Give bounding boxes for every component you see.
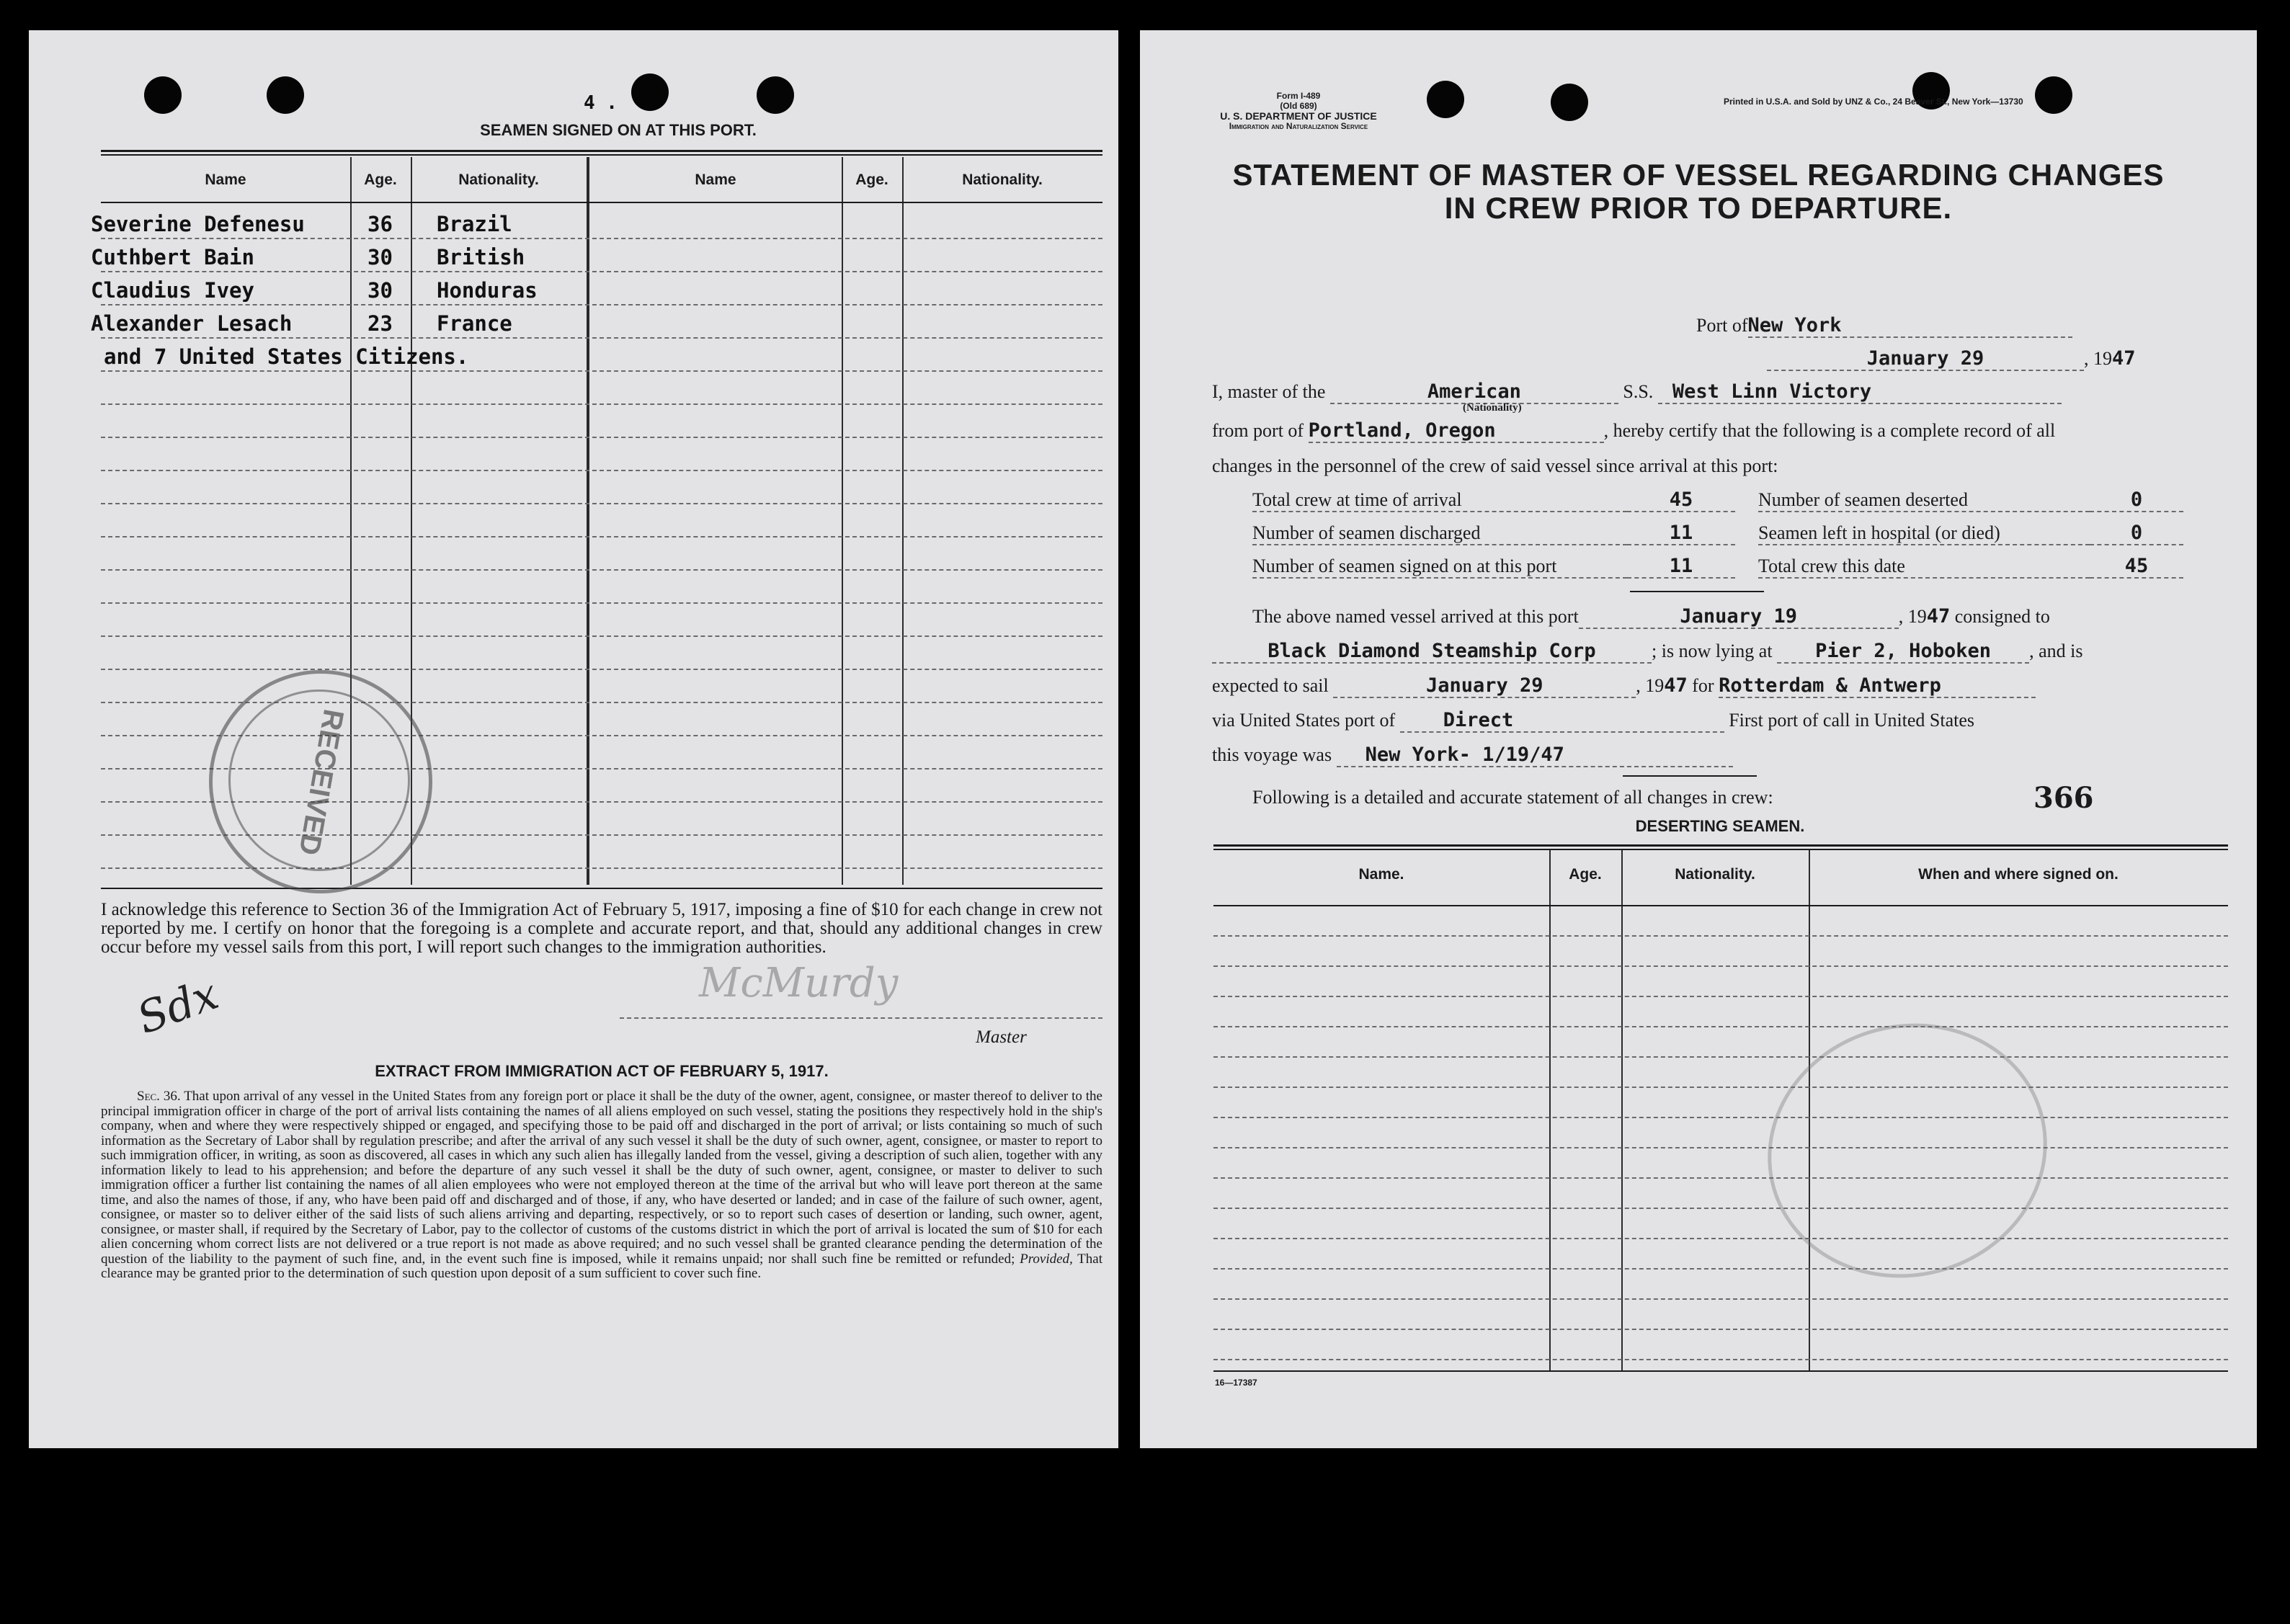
stat-value: 45	[1627, 488, 1735, 512]
punch-hole	[144, 76, 182, 114]
row-rule	[1213, 1238, 2228, 1239]
acknowledgement-text: I acknowledge this reference to Section 36 of the Immigration Act of February 5, 1917, imposing a fine of $10 for each change in crew not reported by me. I certify on honor that the foregoing is a complete and accurate report, and that, should any additional changes in crew occur before my vessel sails from this port, I will report such changes to the immigration authorities.	[101, 900, 1102, 957]
year-prefix: , 19	[2084, 348, 2112, 369]
via-label: via United States port of	[1212, 710, 1396, 731]
via-line	[1212, 709, 1974, 733]
row-rule	[101, 669, 1102, 670]
row-rule	[1213, 935, 2228, 937]
stat-deserted: Number of seamen deserted 0	[1758, 488, 2183, 512]
column-header: Nationality.	[1675, 866, 1755, 883]
stat-hospital: Seamen left in hospital (or died) 0	[1758, 522, 2183, 545]
punch-hole	[2035, 76, 2072, 114]
table-row-nationality: Honduras	[437, 278, 538, 303]
arrived-line: The above named vessel arrived at this port January 19 , 1947 consigned to	[1252, 605, 2050, 628]
row-rule	[1213, 1298, 2228, 1300]
lying-value: Pier 2, Hoboken	[1777, 640, 2029, 664]
title-line-1: STATEMENT OF MASTER OF VESSEL REGARDING CHANGES	[1232, 158, 2165, 192]
divider	[1623, 775, 1757, 777]
row-rule	[101, 635, 1102, 637]
punch-hole	[1427, 81, 1464, 118]
column-divider	[587, 157, 589, 885]
row-rule	[101, 403, 1102, 405]
citizens-line: and 7 United States Citizens.	[104, 344, 469, 369]
column-header: Age.	[1569, 866, 1602, 883]
following-text: Following is a detailed and accurate statement of all changes in crew:	[1252, 787, 1773, 808]
master-of-label: I, master of the	[1212, 381, 1326, 402]
extract-tail: That clearance may be granted prior to the determination of such question upon deposit of a sum sufficient to cover such fine.	[101, 1251, 1102, 1281]
extract-body	[101, 1089, 1102, 1282]
port-line	[1696, 314, 2072, 338]
table-row-nationality: Brazil	[437, 212, 512, 236]
extract-section-lead: Sec. 36.	[137, 1089, 181, 1104]
stat-total-arrival: Total crew at time of arrival 45	[1252, 488, 1735, 512]
row-rule	[1213, 1208, 2228, 1209]
table-top-rule	[101, 154, 1102, 156]
year-value: 47	[2112, 347, 2136, 370]
row-rule	[1213, 1026, 2228, 1027]
sail-date: January 29	[1333, 674, 1636, 698]
sail-year: 47	[1664, 674, 1688, 697]
for-label: for	[1692, 675, 1714, 696]
service: Immigration and Naturalization Service	[1229, 121, 1368, 131]
voyage-label: this voyage was	[1212, 744, 1332, 765]
stamp-text: RECEIVED	[293, 707, 349, 858]
punch-hole	[267, 76, 304, 114]
stat-value: 0	[2090, 522, 2183, 545]
form-old-number: (Old 689)	[1280, 101, 1317, 111]
arrived-date: January 19	[1579, 605, 1899, 629]
row-rule	[101, 437, 1102, 438]
punch-hole	[1551, 84, 1588, 121]
row-rule	[101, 337, 1102, 339]
first-port-label: First port of call in United States	[1729, 710, 1975, 731]
table-top-rule	[1213, 844, 2228, 847]
faint-stamp	[1739, 992, 2075, 1308]
extract-provided: Provided,	[1020, 1251, 1073, 1267]
table-row-nationality: France	[437, 311, 512, 336]
column-header: Age.	[364, 171, 397, 188]
master-label: Master	[976, 1027, 1027, 1047]
row-rule	[101, 470, 1102, 471]
row-rule	[1213, 965, 2228, 967]
row-rule	[1213, 1087, 2228, 1088]
destination-value: Rotterdam & Antwerp	[1719, 674, 2036, 698]
received-stamp	[209, 670, 432, 893]
column-divider	[902, 157, 904, 885]
arrived-year: 47	[1926, 605, 1951, 628]
stat-discharged: Number of seamen discharged 11	[1252, 522, 1735, 545]
expected-label: expected to sail	[1212, 675, 1329, 696]
column-header: Name	[695, 171, 736, 188]
port-value: New York	[1748, 314, 2072, 338]
row-rule	[101, 503, 1102, 504]
column-header: Nationality.	[962, 171, 1043, 188]
ss-label: S.S.	[1623, 381, 1654, 402]
table-row-name: Severine Defenesu	[91, 212, 305, 236]
row-rule	[1213, 1268, 2228, 1270]
table-row-age: 36	[367, 212, 393, 236]
table-row-name: Cuthbert Bain	[91, 245, 254, 269]
printer-credit: Printed in U.S.A. and Sold by UNZ & Co., 24 Beaver St., New York—13730	[1724, 97, 2023, 107]
signature-line	[620, 1017, 1102, 1019]
date-value: January 29	[1767, 347, 2084, 371]
row-rule	[101, 602, 1102, 604]
stat-total-date: Total crew this date 45	[1758, 555, 2183, 579]
column-header: Name.	[1358, 866, 1404, 883]
stat-value: 0	[2090, 488, 2183, 512]
extract-title: EXTRACT FROM IMMIGRATION ACT OF FEBRUARY 5, 1917.	[375, 1062, 829, 1080]
row-rule	[1213, 1147, 2228, 1148]
column-header: Age.	[855, 171, 888, 188]
stat-value: 11	[1627, 555, 1735, 579]
punch-hole	[631, 73, 669, 111]
header-rule	[1213, 905, 2228, 906]
table-bottom-rule	[1213, 1370, 2228, 1372]
row-rule	[101, 238, 1102, 239]
consignee-line	[1212, 640, 2082, 664]
row-rule	[1213, 1056, 2228, 1058]
port-label: Port of	[1696, 315, 1748, 336]
consignee-value: Black Diamond Steamship Corp	[1212, 640, 1652, 664]
table-row-age: 30	[367, 278, 393, 303]
right-page	[1140, 30, 2257, 1448]
row-rule	[1213, 1117, 2228, 1118]
from-port-label: from port of	[1212, 420, 1304, 441]
nationality-value: American	[1330, 380, 1618, 404]
certify-text: , hereby certify that the following is a complete record of all	[1603, 420, 2056, 441]
date-line	[1767, 347, 2136, 371]
row-rule	[101, 370, 1102, 372]
table-row-name: Claudius Ivey	[91, 278, 254, 303]
stat-value: 11	[1627, 522, 1735, 545]
extract-text: That upon arrival of any vessel in the United States from any foreign port or place it shall be the duty of the owner, agent, consignee, or master thereof to deliver to the principal immigration officer in charge of the port of arrival lists containing the names of all aliens employed on such vessel, stating the positions they respectively hold in the ship's company, when and where they were respectively shipped or engaged, and specifying those to be paid off and discharged in the port of arrival; or lists containing so much of such information as the Secretary of Labor shall by regulation prescribe; and after the arrival of any such vessel it shall be the duty of such owner, agent, consignee, or master to report to such immigration officer, in writing, as soon as discovered, all cases in which any such alien has illegally landed from the vessel, giving a description of such alien, together with any information likely to lead to his apprehension; and before the departure of any such vessel it shall be the duty of such owner, agent, consignee, or master to deliver to such immigration officer a further list containing the names of all alien employees who were not employed thereon at the time of the arrival but who will leave port thereon at the same time, and also the names of those, if any, who have been paid off and discharged and of those, if any, who have deserted or landed; and in case of the failure of such owner, agent, consignee, or master so to deliver either of the said lists of such aliens arriving and departing, respectively, or so to report such cases of desertion or landing, such owner, agent, consignee, or master shall, if required by the Secretary of Labor, pay to the collector of customs of the customs district in which the port of arrival is located the sum of $10 for each alien concerning whom correct lists are not delivered or a true report is not made as above required; and no such vessel shall be granted clearance pending the determination of the question of the liability to the payment of such fine, and, in the event such fine is imposed, while it remains unpaid; nor shall such fine be remitted or refunded;	[101, 1089, 1102, 1267]
row-rule	[1213, 996, 2228, 997]
form-header	[1190, 91, 1407, 131]
master-signature: McMurdy	[699, 960, 899, 1007]
row-rule	[101, 569, 1102, 571]
title-line-2: IN CREW PRIOR TO DEPARTURE.	[1444, 191, 1953, 225]
form-number: Form I-489	[1276, 91, 1321, 101]
column-header: Nationality.	[458, 171, 539, 188]
changes-text: changes in the personnel of the crew of said vessel since arrival at this port:	[1212, 455, 1778, 476]
sail-line: expected to sail January 29 , 1947 for Rotterdam & Antwerp	[1212, 674, 2036, 698]
column-header: Name	[205, 171, 246, 188]
row-rule	[101, 536, 1102, 537]
table-row-age: 30	[367, 245, 393, 269]
table-row-name: Alexander Lesach	[91, 311, 293, 336]
and-is-label: , and is	[2029, 641, 2083, 661]
page-number: 4 .	[584, 92, 618, 114]
ship-name-value: West Linn Victory	[1658, 380, 2062, 404]
nationality-caption: (Nationality)	[1463, 402, 1522, 414]
row-rule	[1213, 1177, 2228, 1179]
column-divider	[842, 157, 843, 885]
voyage-line	[1212, 744, 1733, 767]
voyage-value: New York- 1/19/47	[1337, 744, 1733, 767]
section-title: SEAMEN SIGNED ON AT THIS PORT.	[480, 121, 757, 139]
column-header: When and where signed on.	[1918, 866, 2119, 883]
deserting-title: DESERTING SEAMEN.	[1635, 817, 1805, 835]
initials-signature: Sdx	[130, 968, 225, 1045]
stat-value: 45	[2090, 555, 2183, 579]
footer-code: 16—17387	[1215, 1378, 1257, 1388]
row-rule	[101, 304, 1102, 305]
divider	[1630, 591, 1764, 592]
form-title	[1154, 159, 2242, 225]
department: U. S. DEPARTMENT OF JUSTICE	[1220, 110, 1377, 122]
consigned-label: consigned to	[1954, 606, 2050, 627]
from-port-value: Portland, Oregon	[1309, 419, 1604, 443]
left-page	[29, 30, 1118, 1448]
master-line	[1212, 380, 2062, 404]
handwritten-number: 366	[2033, 781, 2094, 815]
column-divider	[1621, 850, 1623, 1370]
arrived-label: The above named vessel arrived at this port	[1252, 606, 1579, 627]
table-row-age: 23	[367, 311, 393, 336]
table-row-nationality: British	[437, 245, 525, 269]
table-top-rule	[101, 150, 1102, 152]
table-top-rule	[1213, 849, 2228, 850]
row-rule	[1213, 1359, 2228, 1360]
via-value: Direct	[1400, 709, 1724, 733]
from-port-line	[1212, 419, 2055, 443]
punch-hole	[757, 76, 794, 114]
table-bottom-rule	[101, 888, 1102, 889]
lying-label: ; is now lying at	[1652, 641, 1773, 661]
row-rule	[1213, 1329, 2228, 1330]
header-rule	[101, 202, 1102, 203]
column-divider	[1549, 850, 1551, 1370]
row-rule	[101, 271, 1102, 272]
stat-signed-on: Number of seamen signed on at this port 11	[1252, 555, 1735, 579]
